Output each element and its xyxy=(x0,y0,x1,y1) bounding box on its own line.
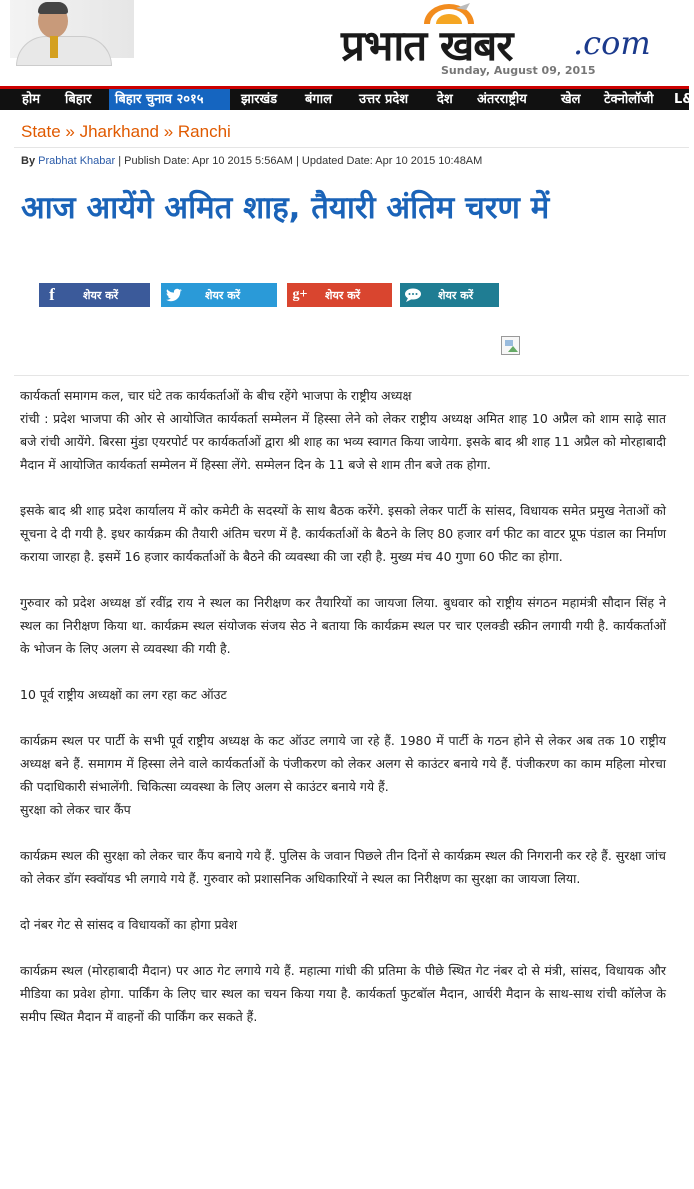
googleplus-share-button[interactable] xyxy=(287,283,392,307)
main-nav xyxy=(0,86,694,110)
article-title: आज आयेंगे अमित शाह, तैयारी अंतिम चरण में xyxy=(21,190,550,226)
nav-item-country[interactable]: देश xyxy=(437,92,453,107)
article-section-heading: 10 पूर्व राष्ट्रीय अध्यक्षों का लग रहा कट ऑउट xyxy=(20,687,227,702)
nav-item-technology[interactable]: टेक्नोलॉजी xyxy=(604,92,654,107)
article-paragraph: कार्यक्रम स्थल की सुरक्षा को लेकर चार कैंप बनाये गये हैं. पुलिस के जवान पिछले तीन दिनों से कार्यक्रम स्थल की निगरानी कर रहे हैं. सुरक्षा जांच को लेकर डॉग स्क्वॉयड भी लगाये गये हैं. गुरुवार को प्रशासनिक अधिकारियों ने स्थल का निरीक्षण का सुरक्षा का जायजा लिया. xyxy=(20,848,666,886)
share-label: शेयर करें xyxy=(205,289,241,302)
nav-item-international[interactable]: अंतरराष्ट्रीय xyxy=(477,92,527,107)
share-label: शेयर करें xyxy=(83,289,119,302)
facebook-share-button[interactable] xyxy=(39,283,150,307)
googleplus-icon: g+ xyxy=(292,287,308,302)
article-body xyxy=(20,384,666,1051)
divider xyxy=(14,375,689,376)
nav-item-sports[interactable]: खेल xyxy=(561,92,581,107)
nav-item-lifestyle[interactable]: L& xyxy=(674,92,694,107)
broken-image-icon xyxy=(501,336,520,355)
twitter-share-button[interactable] xyxy=(161,283,277,307)
facebook-icon: f xyxy=(49,285,55,304)
nav-item-home[interactable]: होम xyxy=(22,92,41,107)
logo-text: प्रभात खबर xyxy=(341,21,513,70)
divider xyxy=(14,147,689,148)
share-label: शेयर करें xyxy=(438,289,474,302)
comment-icon xyxy=(400,283,426,307)
nav-item-bihar[interactable]: बिहार xyxy=(65,92,92,107)
byline-author-link[interactable]: Prabhat Khabar xyxy=(38,155,116,167)
header-date: Sunday, August 09, 2015 xyxy=(441,64,596,77)
article-paragraph: इसके बाद श्री शाह प्रदेश कार्यालय में कोर कमेटी के सदस्यों के साथ बैठक करेंगे. इसको लेकर पार्टी के सांसद, विधायक समेत प्रमुख नेताओं को सूचना दे दी गयी है. इधर कार्यक्रम की तैयारी अंतिम चरण में है. कार्यकर्ताओं के बैठने के लिए 80 हजार वर्ग फीट का वाटर प्रूफ पंडाल का निर्माण कराया जारहा है. इसमें 16 हजार कार्यकर्ताओं के बैठने की व्यवस्था की जा रही है. मुख्य मंच 40 गुणा 60 फीट का होगा. xyxy=(20,503,666,564)
site-logo[interactable] xyxy=(335,2,685,68)
nav-item-bihar-election[interactable]: बिहार चुनाव २०१५ xyxy=(109,89,230,110)
article-paragraph: गुरुवार को प्रदेश अध्यक्ष डॉ रवींद्र राय ने स्थल का निरीक्षण कर तैयारियों का जायजा लिया. बुधवार को राष्ट्रीय संगठन महामंत्री सौदान सिंह ने स्थल का निरीक्षण किया था. कार्यक्रम स्थल संयोजक संजय सेठ ने बताया कि कार्यक्रम स्थल पर चार एलक्डी स्क्रीन लगायी गयी है. कार्यकर्ताओं के भोजन के लिए अलग से व्यवस्था की गयी है. xyxy=(20,595,666,656)
site-header xyxy=(0,0,689,86)
article-paragraph: कार्यक्रम स्थल (मोरहाबादी मैदान) पर आठ गेट लगाये गये हैं. महात्मा गांधी की प्रतिमा के पीछे स्थित गेट नंबर दो से मंत्री, सांसद, विधायक और मीडिया का प्रवेश होगा. पार्किंग के लिए चार स्थल का चयन किया गया है. कार्यकर्ता फुटबॉल मैदान, आर्चरी मैदान के साथ-साथ रांची कॉलेज के समीप स्थित मैदान में वाहनों की पार्किंग कर सकते हैं. xyxy=(20,963,666,1024)
byline-by-label: By xyxy=(21,155,36,167)
logo-suffix: .com xyxy=(573,24,651,62)
article-paragraph: रांची : प्रदेश भाजपा की ओर से आयोजित कार्यकर्ता सम्मेलन में हिस्सा लेने को लेकर राष्ट्रीय अध्यक्ष अमित शाह 10 अप्रैल को शाम साढ़े सात बजे रांची आयेंगे. बिरसा मुंडा एयरपोर्ट पर कार्यकर्ताओं द्वारा श्री शाह का भव्य स्वागत किया जायेगा. इसके बाद श्री शाह 11 अप्रैल को मोरहाबादी मैदान में आयोजित कार्यकर्ता सम्मेलन में हिस्सा लेंगे. सम्मेलन दिन के 11 बजे से शाम तीन बजे तक होगा. xyxy=(20,411,666,472)
columnist-photo xyxy=(10,0,134,58)
article-byline xyxy=(21,155,482,167)
share-label: शेयर करें xyxy=(325,289,361,302)
article-subheading: कार्यकर्ता समागम कल, चार घंटे तक कार्यकर्ताओं के बीच रहेंगे भाजपा के राष्ट्रीय अध्यक्ष xyxy=(20,388,412,403)
article-section-heading: सुरक्षा को लेकर चार कैंप xyxy=(20,802,131,817)
article-paragraph: कार्यक्रम स्थल पर पार्टी के सभी पूर्व राष्ट्रीय अध्यक्ष के कट ऑउट लगाये जा रहे हैं. 1980 में पार्टी के गठन होने से लेकर अब तक 10 राष्ट्रीय अध्यक्ष बने हैं. समागम में हिस्सा लेने वाले कार्यकर्ताओं के पंजीकरण को लेकर अलग से काउंटर बनाये गये हैं. पंजीकरण का काम महिला मोरचा की पदाधिकारी संभालेंगी. चिकित्सा व्यवस्था के लिए अलग से काउंटर बनाये गये हैं. xyxy=(20,733,666,794)
nav-item-bengal[interactable]: बंगाल xyxy=(305,92,332,107)
comment-share-button[interactable] xyxy=(400,283,499,307)
byline-dates: | Publish Date: Apr 10 2015 5:56AM | Updated Date: Apr 10 2015 10:48AM xyxy=(115,155,483,167)
breadcrumb[interactable]: State » Jharkhand » Ranchi xyxy=(21,122,231,141)
article-section-heading: दो नंबर गेट से सांसद व विधायकों का होगा प्रवेश xyxy=(20,917,238,932)
twitter-icon xyxy=(161,283,187,307)
nav-item-uttar-pradesh[interactable]: उत्तर प्रदेश xyxy=(359,92,409,107)
nav-item-jharkhand[interactable]: झारखंड xyxy=(241,92,278,107)
